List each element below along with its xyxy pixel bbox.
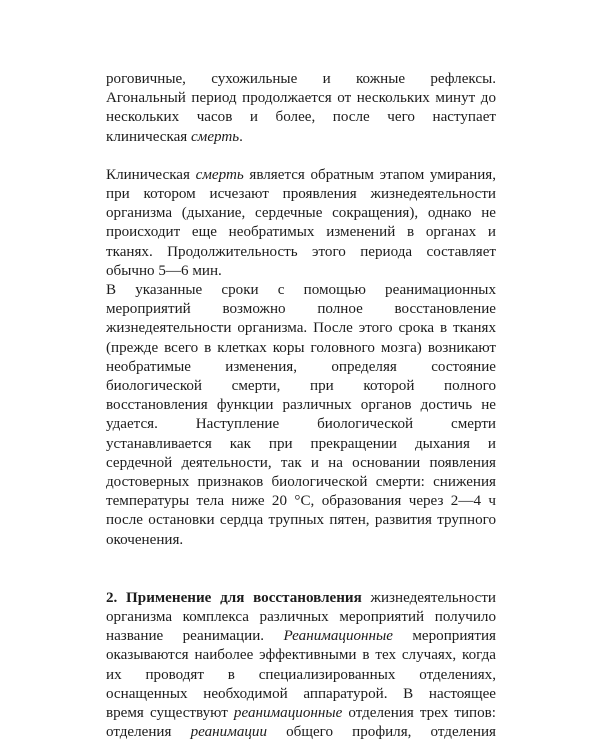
text-line: после остановки сердца трупных пятен, развития трупного	[106, 512, 496, 529]
text-line: жизнедеятельности организма. После этого срока в тканях	[106, 320, 496, 337]
text-line: достоверных признаков биологической смерти: снижения	[106, 474, 496, 491]
text-line: биологической смерти, при которой полного	[106, 378, 496, 395]
text-line: необратимые изменения, определяя состояние	[106, 358, 496, 375]
text-line: происходит еще необратимых изменений в органах и	[106, 224, 496, 241]
text-line: клиническая смерть.	[106, 128, 243, 145]
paragraph-clinical-death	[106, 166, 496, 550]
text-line: организма (дыхание, сердечные сокращения), однако не	[106, 205, 496, 222]
text-line: их проводят в специализированных отделениях,	[106, 666, 496, 683]
text-line: сердечной деятельности, так и на основании появления	[106, 454, 496, 471]
paragraph-agonal-period	[106, 70, 496, 147]
text-line: восстановления функции различных органов достичь не	[106, 397, 496, 414]
text-line: окоченения.	[106, 531, 184, 548]
text-line: роговичные, сухожильные и кожные рефлексы.	[106, 71, 496, 87]
text-line: Агональный период продолжается от нескольких минут до	[106, 90, 496, 107]
text-line: оснащенных необходимой аппаратурой. В настоящее	[106, 685, 496, 702]
text-line: удается. Наступление биологической смерти	[106, 416, 496, 433]
text-line: организма комплекса различных мероприятий получило	[106, 609, 496, 626]
text-line: оказываются наиболее эффективными в тех случаях, когда	[106, 647, 496, 664]
paragraph-resuscitation	[106, 589, 496, 743]
text-line: температуры тела ниже 20 °С, образования через 2—4 ч	[106, 493, 496, 510]
text-line: при котором исчезают проявления жизнедеятельности	[106, 186, 496, 203]
text-line: мероприятий возможно полное восстановление	[106, 301, 496, 318]
section-heading-line: 2. Применение для восстановления жизнедеятельности	[106, 589, 496, 606]
text-line: тканях. Продолжительность этого периода составляет	[106, 243, 496, 260]
text-line: время существуют реанимационные отделения трех типов:	[106, 705, 496, 722]
text-line: В указанные сроки с помощью реанимационных	[106, 282, 496, 299]
text-line: отделения реанимации общего профиля, отделения	[106, 724, 496, 741]
text-line: (прежде всего в клетках коры головного мозга) возникают	[106, 339, 496, 356]
text-line: устанавливается как при прекращении дыхания и	[106, 435, 496, 452]
text-line: Клиническая смерть является обратным этапом умирания,	[106, 166, 496, 183]
document-page	[106, 70, 496, 743]
text-line: название реанимации. Реанимационные мероприятия	[106, 628, 496, 645]
text-line: обычно 5—6 мин.	[106, 262, 222, 279]
text-line: нескольких часов и более, после чего наступает	[106, 109, 496, 126]
